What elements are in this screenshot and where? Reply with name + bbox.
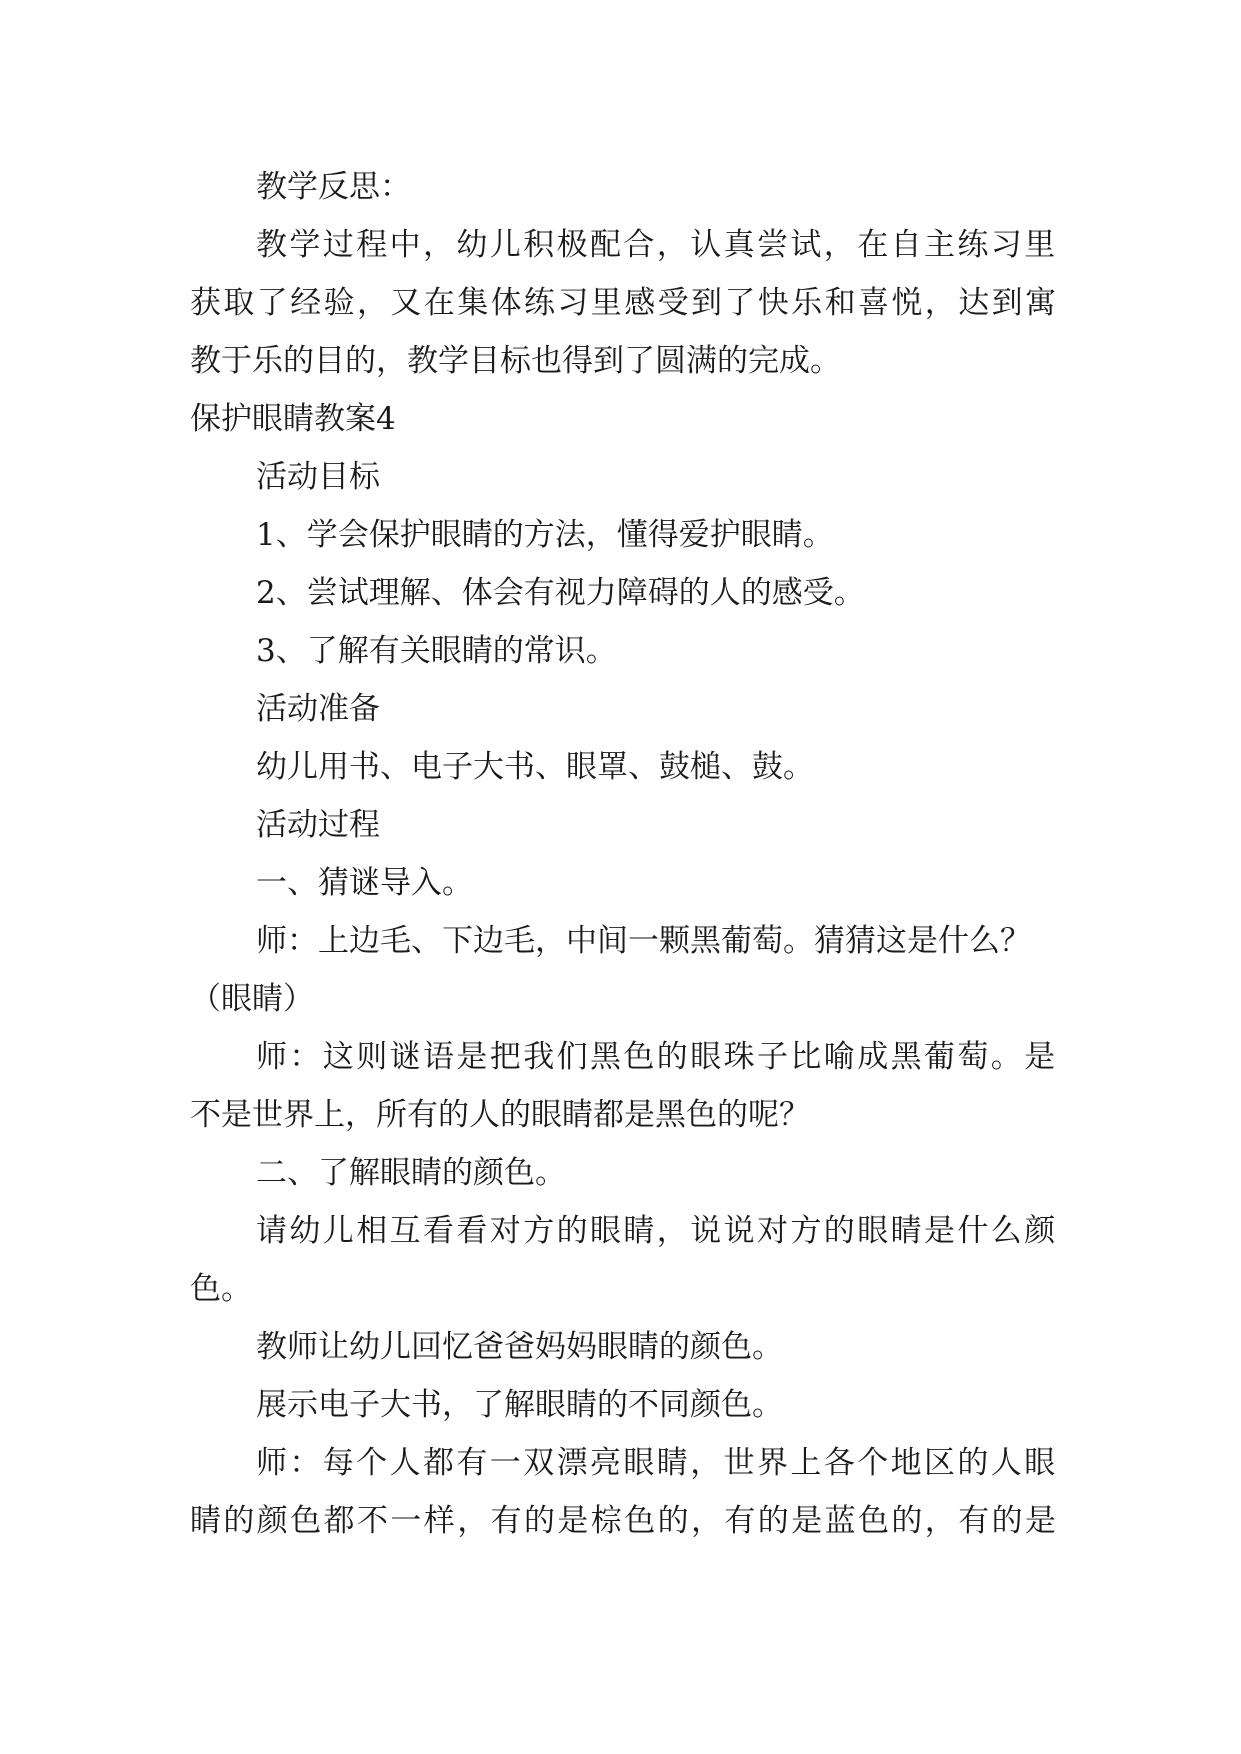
step-heading: 一、猜谜导入。 xyxy=(256,865,473,901)
paragraph-line: 教学过程中，幼儿积极配合，认真尝试，在自主练习里 xyxy=(256,227,1058,263)
paragraph-line: 色。 xyxy=(190,1271,252,1307)
paragraph-line: 获取了经验，又在集体练习里感受到了快乐和喜悦，达到寓 xyxy=(190,285,1059,321)
goal-item: 2、尝试理解、体会有视力障碍的人的感受。 xyxy=(256,575,865,611)
paragraph-line: （眼睛） xyxy=(190,981,314,1017)
prep-materials: 幼儿用书、电子大书、眼罩、鼓槌、鼓。 xyxy=(256,749,814,785)
paragraph-line: 不是世界上，所有的人的眼睛都是黑色的呢？ xyxy=(190,1097,810,1133)
goal-item: 3、了解有关眼睛的常识。 xyxy=(256,633,617,669)
paragraph-line: 教于乐的目的，教学目标也得到了圆满的完成。 xyxy=(190,343,841,379)
paragraph-line: 睛的颜色都不一样，有的是棕色的，有的是蓝色的，有的是 xyxy=(190,1503,1059,1539)
goal-item: 1、学会保护眼睛的方法，懂得爱护眼睛。 xyxy=(256,517,834,553)
step-heading: 二、了解眼睛的颜色。 xyxy=(256,1155,566,1191)
paragraph-line: 师：这则谜语是把我们黑色的眼珠子比喻成黑葡萄。是 xyxy=(256,1039,1058,1075)
paragraph-line: 请幼儿相互看看对方的眼睛，说说对方的眼睛是什么颜 xyxy=(256,1213,1058,1249)
paragraph-line: 师：每个人都有一双漂亮眼睛，世界上各个地区的人眼 xyxy=(256,1445,1058,1481)
reflection-heading: 教学反思： xyxy=(256,169,411,205)
activity-process-heading: 活动过程 xyxy=(256,807,380,843)
paragraph-line: 展示电子大书，了解眼睛的不同颜色。 xyxy=(256,1387,783,1423)
section-title: 保护眼睛教案4 xyxy=(190,401,396,437)
activity-goals-heading: 活动目标 xyxy=(256,459,380,495)
activity-prep-heading: 活动准备 xyxy=(256,691,380,727)
paragraph-line: 师：上边毛、下边毛，中间一颗黑葡萄。猜猜这是什么？ xyxy=(256,923,1031,959)
paragraph-line: 教师让幼儿回忆爸爸妈妈眼睛的颜色。 xyxy=(256,1329,783,1365)
